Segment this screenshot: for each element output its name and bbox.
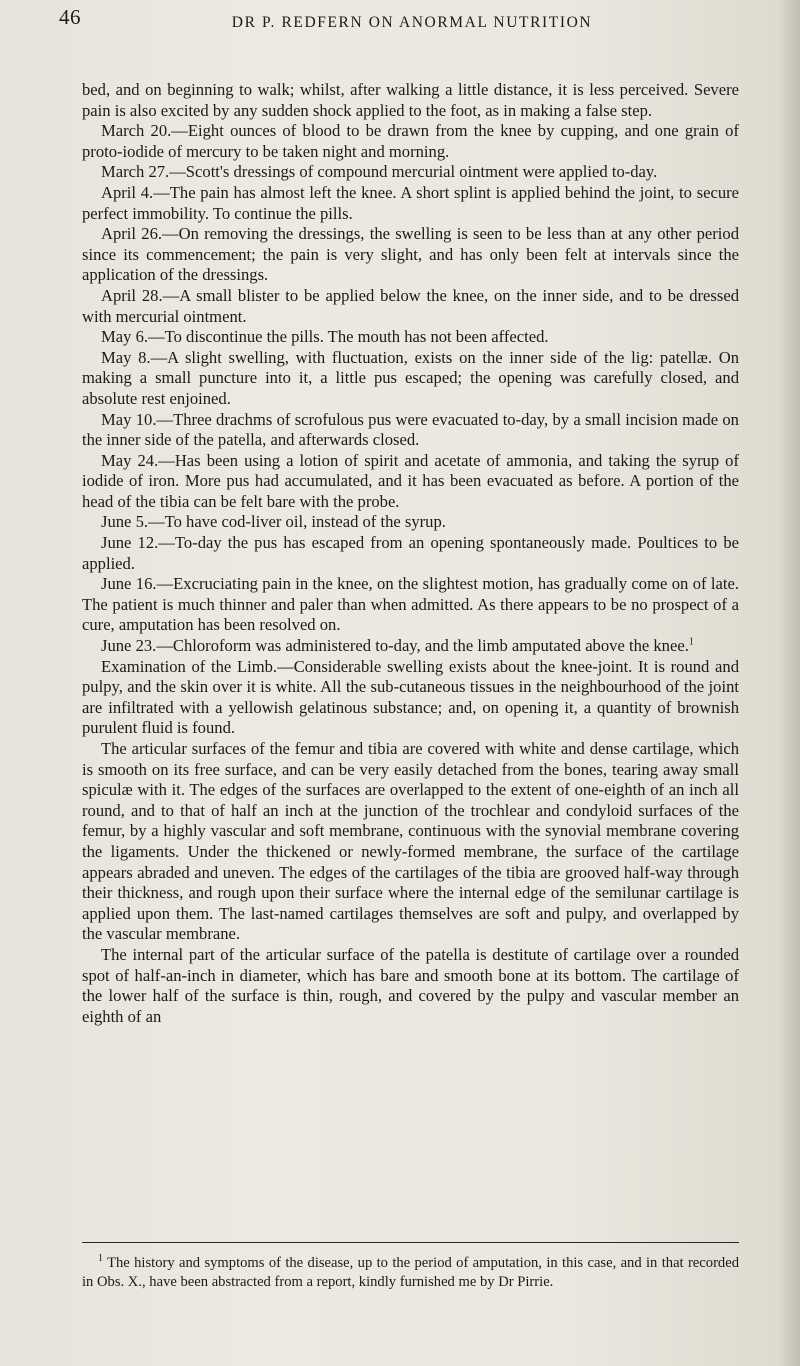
paragraph-text: —On removing the dressings, the swelling is seen to be less than at any other period since its commencement; the pain is very slight, and has only been felt at intervals since the application of the dressings.	[82, 224, 740, 285]
paragraph-lead: May 10.	[101, 409, 157, 429]
paragraph-text: —To have cod-liver oil, instead of the syrup.	[148, 512, 446, 532]
paragraph-text: —A slight swelling, with fluctuation, exists on the inner side of the lig: patellæ. On making a small puncture into it, a little pus escaped; the opening was carefully closed, and absolute rest enjoined.	[82, 347, 739, 408]
footnote-reference: 1	[688, 636, 694, 648]
paragraph-lead: April 26.	[101, 224, 163, 244]
footnote	[82, 1254, 739, 1292]
paragraph-text: —The pain has almost left the knee. A short splint is applied behind the joint, to secure perfect immobility. To continue the pills.	[82, 182, 740, 223]
paragraph-lead: March 20.	[101, 121, 172, 141]
footnote-mark: 1	[98, 1253, 103, 1265]
paragraph-text: —Considerable swelling exists about the knee-joint. It is round and pulpy, and the skin over it is white. All the sub-cutaneous tissues in the neighbourhood of the joint are infiltrated with a yellowish gelatinous substance; and, on opening it, a quantity of brownish purulent fluid is found.	[82, 656, 740, 738]
body-text	[82, 80, 739, 1027]
paragraph-lead: April 4.	[101, 182, 154, 202]
paragraph	[82, 286, 739, 327]
paragraph-lead: May 24.	[101, 450, 159, 470]
paragraph	[82, 348, 739, 410]
paragraph-text: —Has been using a lotion of spirit and acetate of ammonia, and taking the syrup of iodide of iron. More pus had accumulated, and it has been evacuated as before. A portion of the head of the tibia can be felt bare with the probe.	[82, 450, 740, 511]
paragraph-lead: May 6.	[101, 327, 149, 347]
paragraph-lead: Examination of the Limb.	[101, 656, 278, 676]
paragraph	[82, 574, 739, 636]
running-title: DR P. REDFERN ON ANORMAL NUTRITION	[231, 14, 593, 31]
paragraph	[82, 533, 739, 574]
footnote-rule	[82, 1242, 739, 1243]
paragraph-text: —Three drachms of scrofulous pus were evacuated to-day, by a small incision made on the inner side of the patella, and afterwards closed.	[82, 409, 739, 450]
paragraph-text: The internal part of the articular surface of the patella is destitute of cartilage over a rounded spot of half-an-inch in diameter, which has bare and smooth bone at its bottom. The cartilage of the lower half of the surface is thin, rough, and covered by the pulpy and vascular member an eighth of an	[82, 944, 739, 1026]
paragraph-lead: March 27.	[101, 162, 170, 182]
paragraph-lead: April 28.	[101, 285, 163, 305]
paragraph	[82, 224, 739, 286]
paragraph	[82, 636, 739, 657]
paragraph-text: The articular surfaces of the femur and tibia are covered with white and dense cartilage, which is smooth on its free surface, and can be very easily detached from the bones, tearing away small spiculæ with it. The edges of the surfaces are overlapped to the extent of one-eighth of an inch all round, and to that of half an inch at the junction of the trochlear and condyloid surfaces of the femur, by a highly vascular and soft membrane, continuous with the synovial membrane covering the ligaments. Under the thickened or newly-formed membrane, the surface of the cartilage appears abraded and uneven. The edges of the cartilages of the tibia are grooved half-way through their thickness, and rough upon their surface where the internal edge of the semilunar cartilage is applied upon them. The last-named cartilages themselves are soft and pulpy, and overlapped by the vascular membrane.	[82, 739, 739, 944]
footnote-text: The history and symptoms of the disease, up to the period of amputation, in this case, and in that recorded in Obs. X., have been abstracted from a report, kindly furnished me by Dr Pirrie.	[82, 1255, 739, 1290]
paragraph-lead: June 16.	[101, 574, 157, 594]
paragraph	[82, 80, 739, 121]
page-number: 46	[59, 5, 81, 29]
page-edge-shadow	[778, 0, 800, 1366]
paragraph	[82, 183, 739, 224]
paragraph-lead: June 5.	[101, 512, 149, 532]
paragraph-text: —Excruciating pain in the knee, on the slightest motion, has gradually come on of late. The patient is much thinner and paler than when admitted. As there appears to be no prospect of a cure, amputation has been resolved on.	[82, 574, 740, 635]
paragraph-lead: June 12.	[101, 533, 159, 553]
paragraph-text: —Eight ounces of blood to be drawn from the knee by cupping, and one grain of proto-iodide of mercury to be taken night and morning.	[82, 121, 739, 161]
paragraph-text: bed, and on beginning to walk; whilst, after walking a little distance, it is less perceived. Severe pain is also excited by any sudden shock applied to the foot, as in making a false step.	[82, 80, 739, 120]
paragraph-text: —To discontinue the pills. The mouth has not been affected.	[148, 327, 549, 347]
paragraph	[82, 410, 739, 451]
paragraph-text: —Scott's dressings of compound mercurial ointment were applied to-day.	[169, 162, 658, 182]
paragraph	[82, 162, 739, 183]
paragraph-text: —Chloroform was administered to-day, and the limb amputated above the knee.	[156, 636, 689, 656]
paragraph-text: —A small blister to be applied below the knee, on the inner side, and to be dressed with mercurial ointment.	[82, 285, 740, 326]
paragraph	[82, 512, 739, 533]
paragraph-lead: June 23.	[101, 636, 157, 656]
paragraph	[82, 657, 739, 739]
paragraph-text: —To-day the pus has escaped from an opening spontaneously made. Poultices to be applied.	[82, 533, 739, 573]
paragraph-lead: May 8.	[101, 347, 151, 367]
paragraph	[82, 327, 739, 348]
paragraph	[82, 739, 739, 945]
paragraph	[82, 121, 739, 162]
paragraph	[82, 451, 739, 513]
paragraph	[82, 945, 739, 1027]
